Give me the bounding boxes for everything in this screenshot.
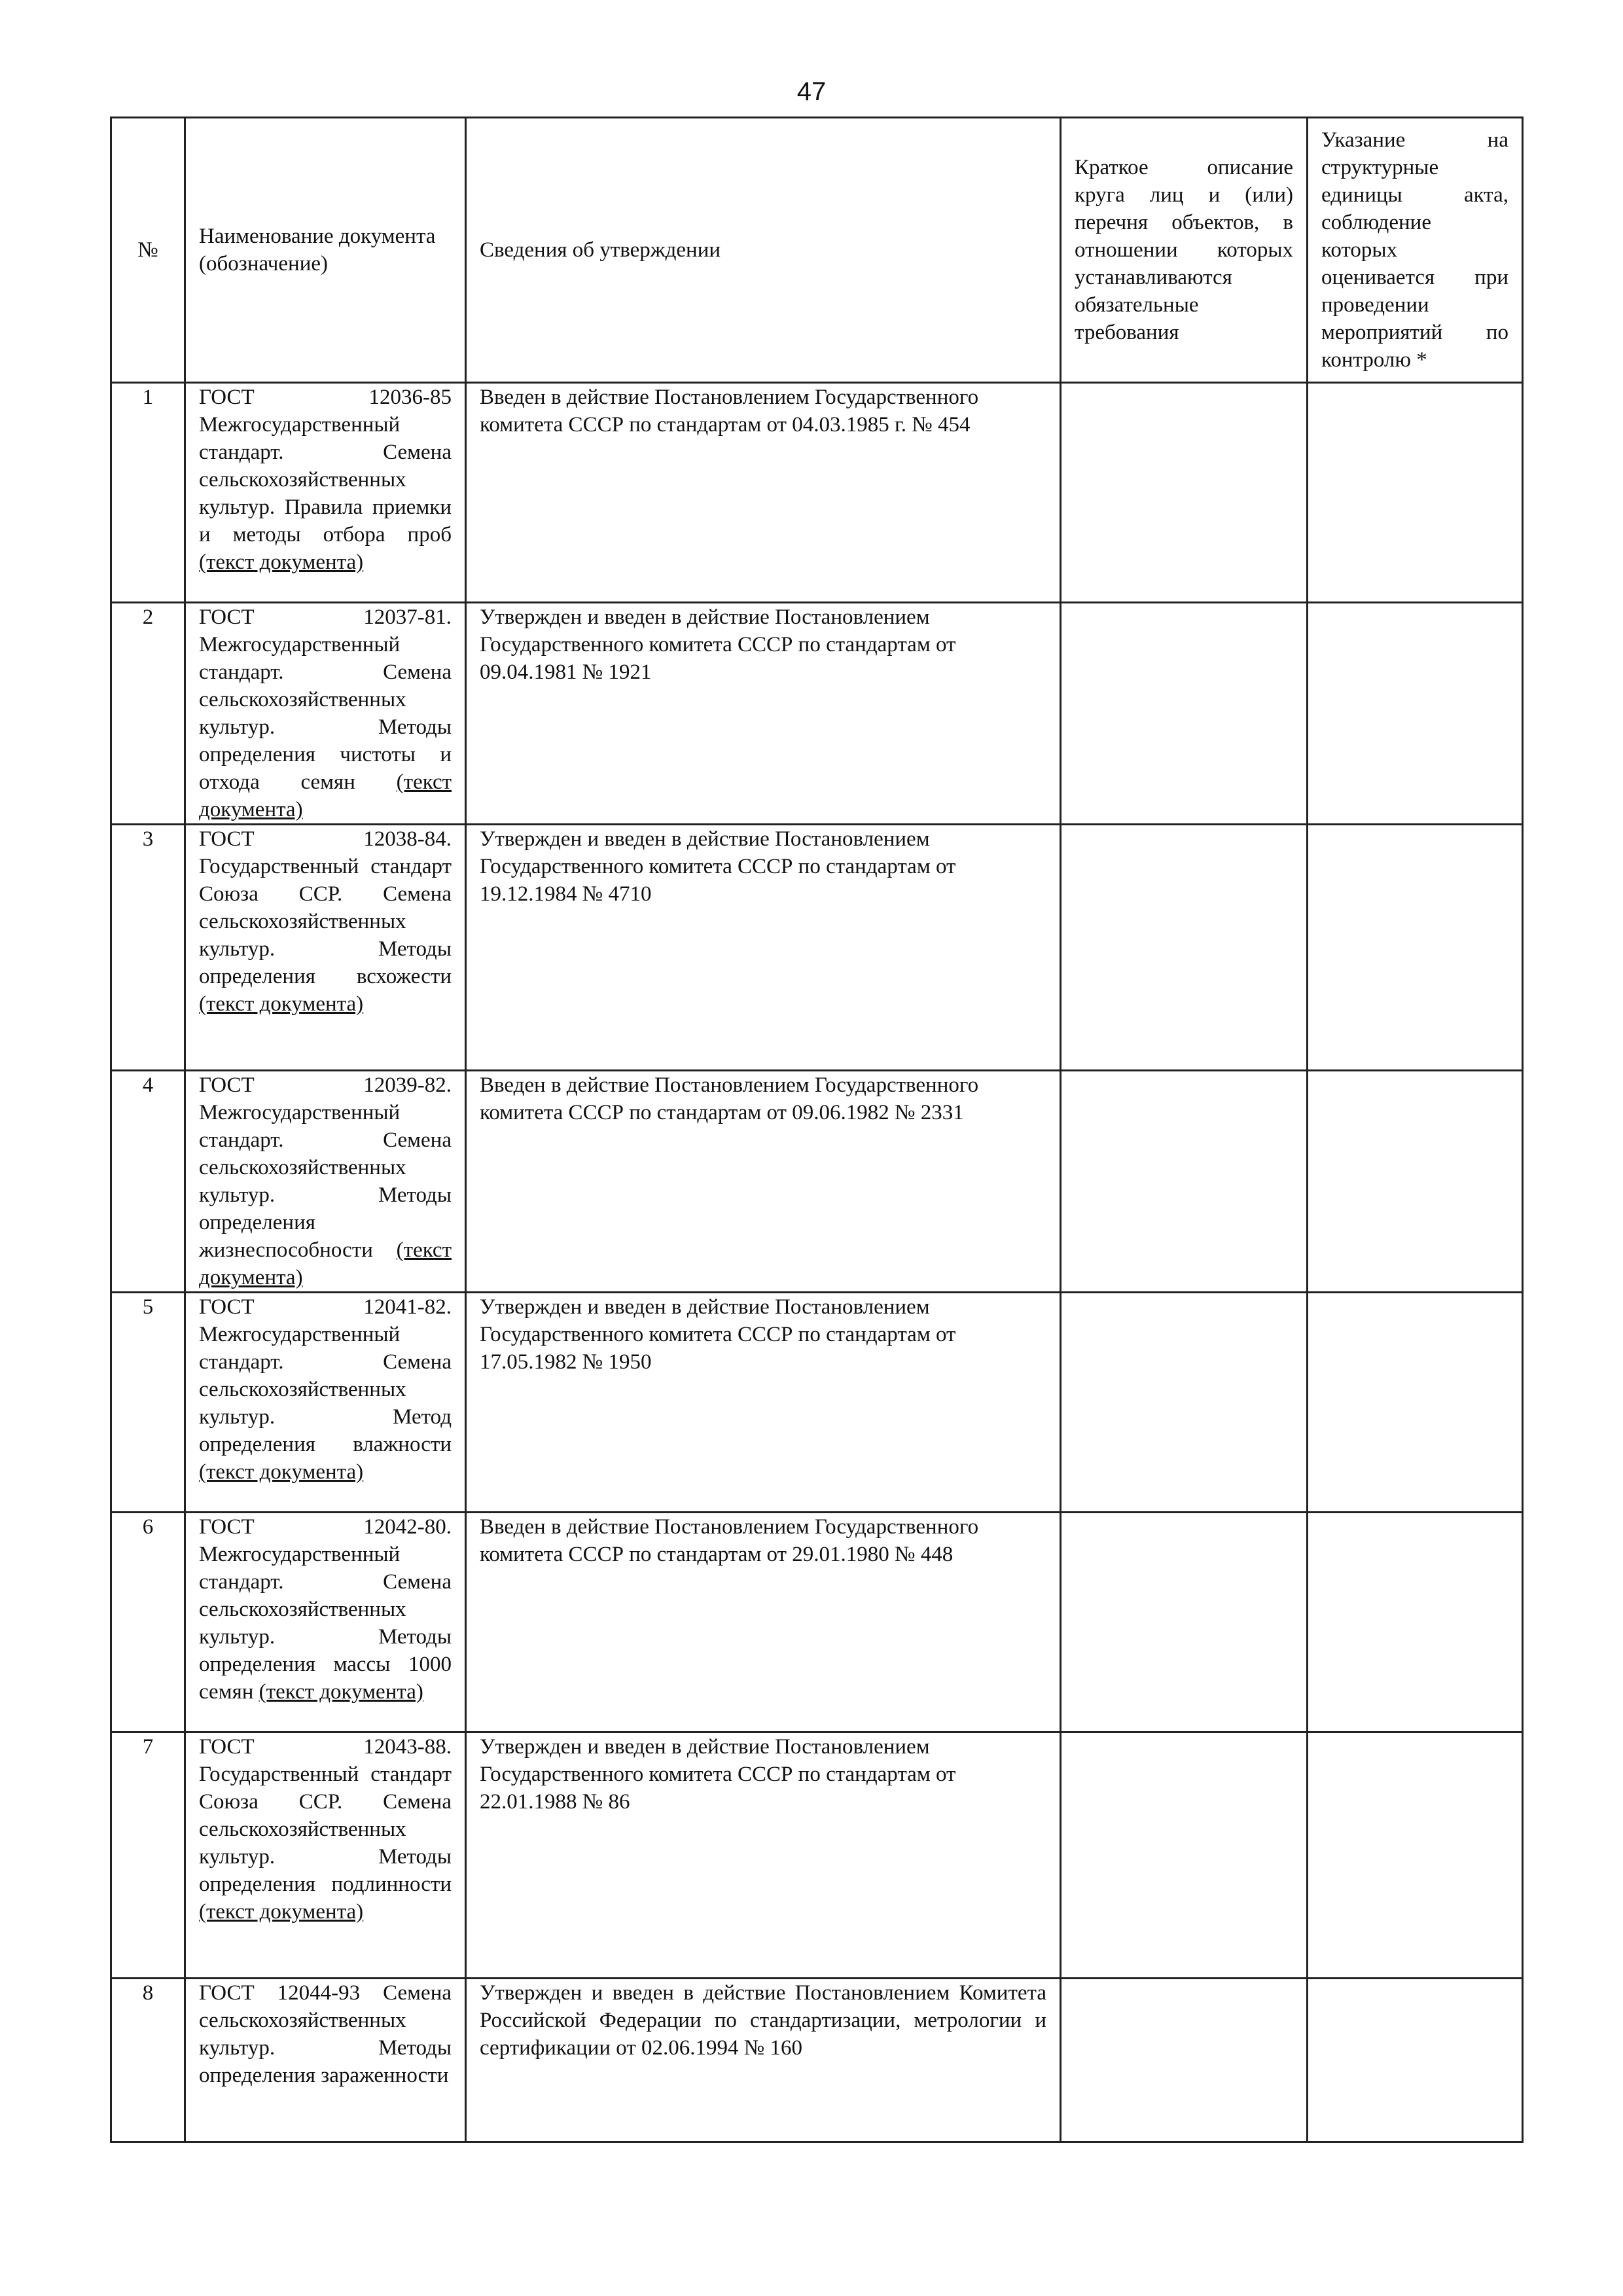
row-num: 1 [111,383,185,603]
document-text-link[interactable]: (текст документа) [259,1680,423,1704]
header-name: Наименование документа (обозначение) [185,118,466,383]
document-title: ГОСТ 12037-81. Межгосударственный стандарт. Семена сельскохозяйственных культур. Методы определения чистоты и отхода семян [199,605,452,794]
document-text-link[interactable]: (текст документа) [199,550,364,574]
row-approval: Утвержден и введен в действие Постановлением Комитета Российской Федерации по стандартизации, метрологии и сертификации от 02.06.1994 № 160 [466,1979,1061,2142]
row-approval: Введен в действие Постановлением Государственного комитета СССР по стандартам от 09.06.1982 № 2331 [466,1071,1061,1293]
row-description [1061,1513,1308,1732]
row-approval: Утвержден и введен в действие Постановлением Государственного комитета СССР по стандартам от 19.12.1984 № 4710 [466,825,1061,1071]
row-document-name [185,1732,466,1979]
document-text-link[interactable]: (текст документа) [199,992,364,1016]
row-description [1061,1293,1308,1513]
row-approval: Утвержден и введен в действие Постановлением Государственного комитета СССР по стандартам от 22.01.1988 № 86 [466,1732,1061,1979]
document-title: ГОСТ 12036-85 Межгосударственный стандарт. Семена сельскохозяйственных культур. Правила приемки и методы отбора проб [199,386,452,547]
requirements-table [110,117,1524,2143]
table-row [111,1071,1523,1293]
row-document-name [185,1293,466,1513]
row-document-name [185,1071,466,1293]
table-header-row [111,118,1523,383]
row-units [1308,603,1523,825]
row-description [1061,1732,1308,1979]
document-text-link[interactable]: (текст документа) [199,770,452,821]
header-units: Указание на структурные единицы акта, соблюдение которых оценивается при проведении мероприятий по контролю * [1308,118,1523,383]
row-units [1308,1732,1523,1979]
row-approval: Утвержден и введен в действие Постановлением Государственного комитета СССР по стандартам от 17.05.1982 № 1950 [466,1293,1061,1513]
row-document-name [185,603,466,825]
document-title: ГОСТ 12038-84. Государственный стандарт Союза ССР. Семена сельскохозяйственных культур. Методы определения всхожести [199,827,452,988]
row-document-name [185,383,466,603]
row-num: 7 [111,1732,185,1979]
header-description: Краткое описание круга лиц и (или) перечня объектов, в отношении которых устанавливаются обязательные требования [1061,118,1308,383]
row-description [1061,383,1308,603]
table-row [111,383,1523,603]
row-units [1308,825,1523,1071]
row-num: 3 [111,825,185,1071]
row-document-name [185,1513,466,1732]
row-approval: Введен в действие Постановлением Государственного комитета СССР по стандартам от 04.03.1985 г. № 454 [466,383,1061,603]
table-row [111,1732,1523,1979]
row-num: 2 [111,603,185,825]
row-units [1308,1979,1523,2142]
document-title: ГОСТ 12039-82. Межгосударственный стандарт. Семена сельскохозяйственных культур. Методы определения жизнеспособности [199,1073,452,1262]
document-title: ГОСТ 12042-80. Межгосударственный стандарт. Семена сельскохозяйственных культур. Методы определения массы 1000 семян [199,1515,452,1704]
row-approval: Утвержден и введен в действие Постановлением Государственного комитета СССР по стандартам от 09.04.1981 № 1921 [466,603,1061,825]
document-text-link[interactable]: (текст документа) [199,1238,452,1289]
document-text-link[interactable]: (текст документа) [199,1900,364,1924]
row-description [1061,603,1308,825]
row-approval: Введен в действие Постановлением Государственного комитета СССР по стандартам от 29.01.1980 № 448 [466,1513,1061,1732]
header-approval: Сведения об утверждении [466,118,1061,383]
document-title: ГОСТ 12044-93 Семена сельскохозяйственных культур. Методы определения зараженности [199,1981,452,2087]
row-num: 5 [111,1293,185,1513]
row-description [1061,1979,1308,2142]
row-num: 6 [111,1513,185,1732]
table-row [111,1293,1523,1513]
header-num: № [111,118,185,383]
table-row [111,603,1523,825]
table-row [111,825,1523,1071]
row-num: 8 [111,1979,185,2142]
row-description [1061,825,1308,1071]
row-document-name [185,1979,466,2142]
row-units [1308,1071,1523,1293]
document-text-link[interactable]: (текст документа) [199,1460,364,1484]
row-units [1308,383,1523,603]
row-document-name [185,825,466,1071]
page-number: 47 [796,77,827,106]
table-row [111,1979,1523,2142]
row-units [1308,1513,1523,1732]
row-description [1061,1071,1308,1293]
row-num: 4 [111,1071,185,1293]
document-title: ГОСТ 12041-82. Межгосударственный стандарт. Семена сельскохозяйственных культур. Метод определения влажности [199,1295,452,1456]
row-units [1308,1293,1523,1513]
document-title: ГОСТ 12043-88. Государственный стандарт Союза ССР. Семена сельскохозяйственных культур. Методы определения подлинности [199,1735,452,1896]
table-row [111,1513,1523,1732]
